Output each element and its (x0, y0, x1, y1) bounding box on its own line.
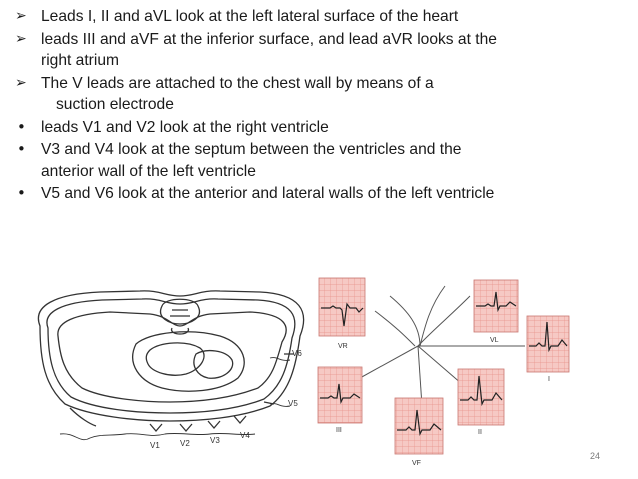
bullet-continuation: suction electrode (56, 96, 174, 113)
bullet-item (14, 183, 634, 205)
bullet-text: leads V1 and V2 look at the right ventricle (41, 118, 329, 136)
dot-bullet-icon: • (17, 117, 26, 136)
page-number: 24 (590, 451, 601, 461)
lead-label-i: I (548, 376, 550, 383)
ecg-strip-vl (474, 280, 518, 332)
chest-cross-section-illustration (38, 291, 303, 440)
arrow-bullet-icon: ➢ (15, 74, 27, 91)
bullet-text: leads III and aVF at the inferior surface, and lead aVR looks at the (41, 30, 497, 48)
chest-label-v4: V4 (240, 431, 250, 440)
ecg-strip-vr (319, 278, 365, 336)
bullet-text: right atrium (41, 52, 119, 69)
lead-label-vr: VR (338, 343, 348, 350)
ecg-strip-vf (395, 398, 443, 454)
bullet-text: anterior wall of the left ventricle (41, 162, 256, 180)
ecg-strip-i (527, 316, 569, 372)
bullet-text: V3 and V4 look at the septum between the ventricles and the (41, 141, 462, 158)
lead-label-vf: VF (412, 460, 421, 467)
arrow-bullet-icon: ➢ (15, 8, 27, 24)
bullet-item (14, 139, 634, 182)
ecg-strip-iii (318, 367, 362, 423)
dot-bullet-icon: • (17, 184, 26, 202)
bullet-text: V5 and V6 look at the anterior and lateral walls of the left ventricle (41, 185, 495, 202)
dot-bullet-icon: • (17, 140, 26, 158)
arrow-bullet-icon: ➢ (15, 30, 27, 47)
ecg-strip-ii (458, 369, 504, 425)
bullet-item (14, 6, 634, 28)
ecg-leads-figure (0, 266, 638, 479)
lead-label-vl: VL (490, 337, 499, 344)
chest-label-v2: V2 (180, 439, 190, 448)
bullet-item (14, 73, 634, 95)
chest-label-v3: V3 (210, 436, 220, 445)
lead-label-ii: II (478, 429, 482, 436)
chest-label-v5: V5 (288, 399, 298, 408)
chest-label-v6: V6 (292, 349, 302, 358)
chest-label-v1: V1 (150, 441, 160, 450)
bullet-item (14, 117, 634, 139)
bullet-list (14, 6, 634, 206)
bullet-item (14, 29, 634, 72)
bullet-text: Leads I, II and aVL look at the left lateral surface of the heart (41, 8, 459, 25)
bullet-text: The V leads are attached to the chest wall by means of a (41, 74, 434, 92)
lead-label-iii: III (336, 427, 342, 434)
